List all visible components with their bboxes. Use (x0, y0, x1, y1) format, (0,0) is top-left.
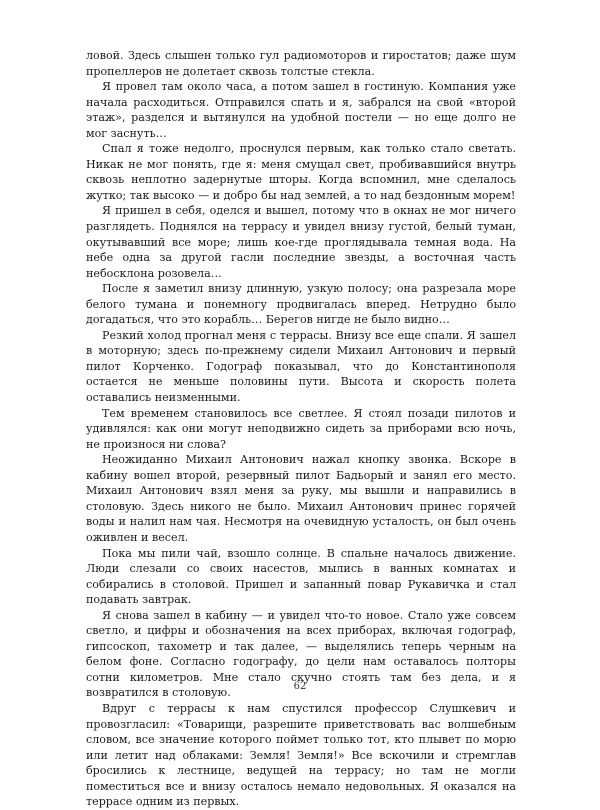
paragraph: Резкий холод прогнал меня с террасы. Внизу все еще спали. Я зашел в моторную; здесь по-прежнему сидели Михаил Антонович и первый пилот Корченко. Годограф показывал, что до Константинополя остается не меньше половины пути. Высота и скорость полета оставались неизменными. (86, 328, 516, 405)
paragraph: Вдруг с террасы к нам спустился профессор Слушкевич и провозгласил: «Товарищи, разрешите приветствовать вас волшебным словом, все значение которого поймет только тот, кто плывет по морю или летит над облаками: Земля! Земля!» Все вскочили и стремглав бросились к лестнице, ведущей на террасу; но там не могли поместиться все и внизу осталось немало недовольных. Я оказался на террасе одним из первых. (86, 701, 516, 809)
paragraph: Пока мы пили чай, взошло солнце. В спальне началось движение. Люди слезали со своих насестов, мылись в ванных комнатах и собирались в столовой. Пришел и запанный повар Рукавичка и стал подавать завтрак. (86, 546, 516, 607)
paragraph: Тем временем становилось все светлее. Я стоял позади пилотов и удивлялся: как они могут неподвижно сидеть за приборами всю ночь, не произнося ни слова? (86, 406, 516, 451)
page-number: 62 (293, 681, 307, 692)
paragraph: Спал я тоже недолго, проснулся первым, как только стало светать. Никак не мог понять, где я: меня смущал свет, пробивавшийся внутрь сквозь неплотно задернутые шторы. Когда вспомнил, мне сделалось жутко; так высоко — и добро бы над землей, а то над бездонным морем! (86, 142, 516, 202)
paragraph: После я заметил внизу длинную, узкую полосу; она разрезала море белого тумана и понемногу продвигалась вперед. Нетрудно было догадаться, что это корабль… Берегов нигде не было видно… (86, 282, 516, 327)
paragraph: Неожиданно Михаил Антонович нажал кнопку звонка. Вскоре в кабину вошел второй, резервный пилот Бадьорый и занял его место. Михаил Антонович взял меня за руку, мы вышли и направились в столовую. Здесь никого не было. Михаил Антонович принес горячей воды и налил нам чая. Несмотря на очевидную усталость, он был очень оживлен и весел. (86, 453, 516, 544)
paragraph: Я провел там около часа, а потом зашел в гостиную. Компания уже начала расходиться. Отправился спать и я, забрался на свой «второй этаж», разделся и вытянулся на удобной постели — но еще долго не мог заснуть… (86, 80, 516, 140)
paragraph: ловой. Здесь слышен только гул радиомоторов и гиростатов; даже шум пропеллеров не долетает сквозь толстые стекла. (86, 49, 516, 78)
body-text (86, 48, 516, 810)
paragraph: Я пришел в себя, оделся и вышел, потому что в окнах не мог ничего разглядеть. Поднялся на террасу и увидел внизу густой, белый туман, окутывавший все море; лишь кое-где проглядывала темная вода. На небе одна за другой гасли последние звезды, а восточная часть небосклона розовела… (86, 204, 516, 280)
paragraph: Я снова зашел в кабину — и увидел что-то новое. Стало уже совсем светло, и цифры и обозначения на всех приборах, включая годограф, гипсоскоп, тахометр и так далее, — выделялись теперь черным на белом фоне. Согласно годографу, до цели нам оставалось полторы сотни километров. Мне стало скучно стоять там без дела, и я возвратился в столовую. (86, 608, 516, 700)
